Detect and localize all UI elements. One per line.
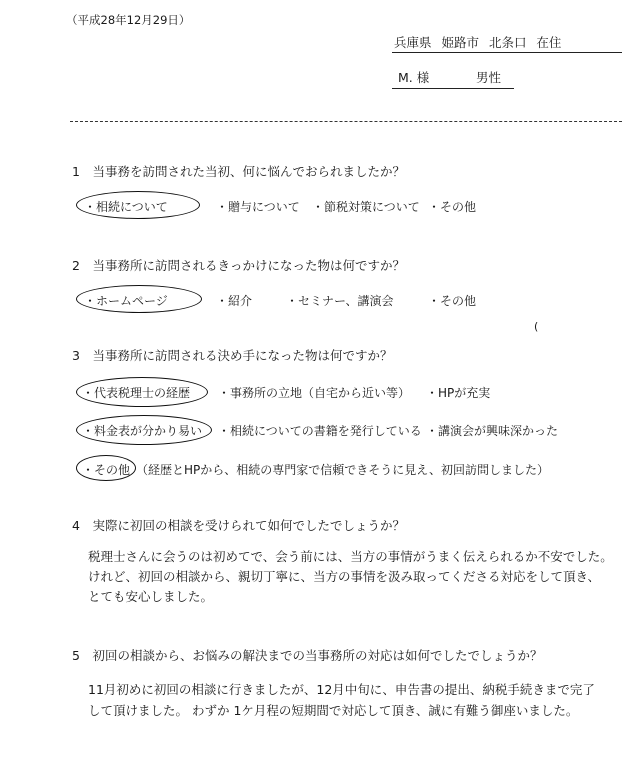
q2-option-referral: ・紹介	[216, 294, 253, 308]
dashed-divider	[70, 121, 622, 122]
q5-answer-line-2: して頂けました。 わずか 1ケ月程の短期間で対応して頂き、誠に有難う御座いました。	[88, 703, 579, 718]
address-underline	[392, 52, 622, 53]
q2-option-homepage: ・ホームページ	[84, 294, 168, 308]
question-5: 5 初回の相談から、お悩みの解決までの当事務所の対応は如何でしたでしょうか？	[72, 648, 543, 663]
respondent-address: 兵庫県 姫路市 北条口 在住	[394, 35, 562, 50]
question-3: 3 当事務所に訪問される決め手になった物は何ですか？	[72, 348, 393, 363]
question-2: 2 当事務所に訪問されるきっかけになった物は何ですか？	[72, 258, 405, 273]
respondent-gender: 男性	[476, 70, 502, 85]
q3-option-lecture: ・講演会が興味深かった	[426, 424, 559, 438]
stray-mark: (	[534, 320, 539, 333]
question-4: 4 実際に初回の相談を受けられて如何でしたでしょうか？	[72, 518, 405, 533]
q1-option-gift: ・贈与について	[216, 200, 300, 214]
q3-other-description: （経歴とHPから、相続の専門家で信頼できそうに見え、初回訪問しました）	[136, 463, 549, 477]
survey-date: （平成28年12月29日）	[66, 13, 191, 27]
q3-option-career: ・代表税理士の経歴	[82, 386, 191, 400]
q1-option-other: ・その他	[428, 200, 477, 214]
q3-option-other: ・その他	[82, 463, 131, 477]
q3-option-hp: ・HPが充実	[426, 386, 491, 400]
q3-option-location: ・事務所の立地（自宅から近い等）	[218, 386, 411, 400]
respondent-name: M. 様	[398, 70, 430, 85]
q2-option-other: ・その他	[428, 294, 477, 308]
q3-option-books: ・相続についての書籍を発行している	[218, 424, 422, 438]
q2-option-seminar: ・セミナー、講演会	[286, 294, 394, 308]
q5-answer-line-1: 11月初めに初回の相談に行きましたが、12月中旬に、申告書の提出、納税手続きまで完了	[88, 682, 595, 697]
q4-answer-line-2: けれど、初回の相談から、親切丁寧に、当方の事情を汲み取ってくださる対応をして頂き、	[88, 569, 601, 584]
q3-option-fees: ・料金表が分かり易い	[82, 424, 203, 438]
q1-option-inheritance: ・相続について	[84, 200, 168, 214]
question-1: 1 当事務を訪問された当初、何に悩んでおられましたか？	[72, 164, 405, 179]
name-underline	[392, 88, 514, 89]
q4-answer-line-1: 税理士さんに会うのは初めてで、会う前には、当方の事情がうまく伝えられるか不安でした。	[88, 549, 613, 564]
q4-answer-line-3: とても安心しました。	[88, 589, 214, 604]
q1-option-tax-saving: ・節税対策について	[312, 200, 420, 214]
